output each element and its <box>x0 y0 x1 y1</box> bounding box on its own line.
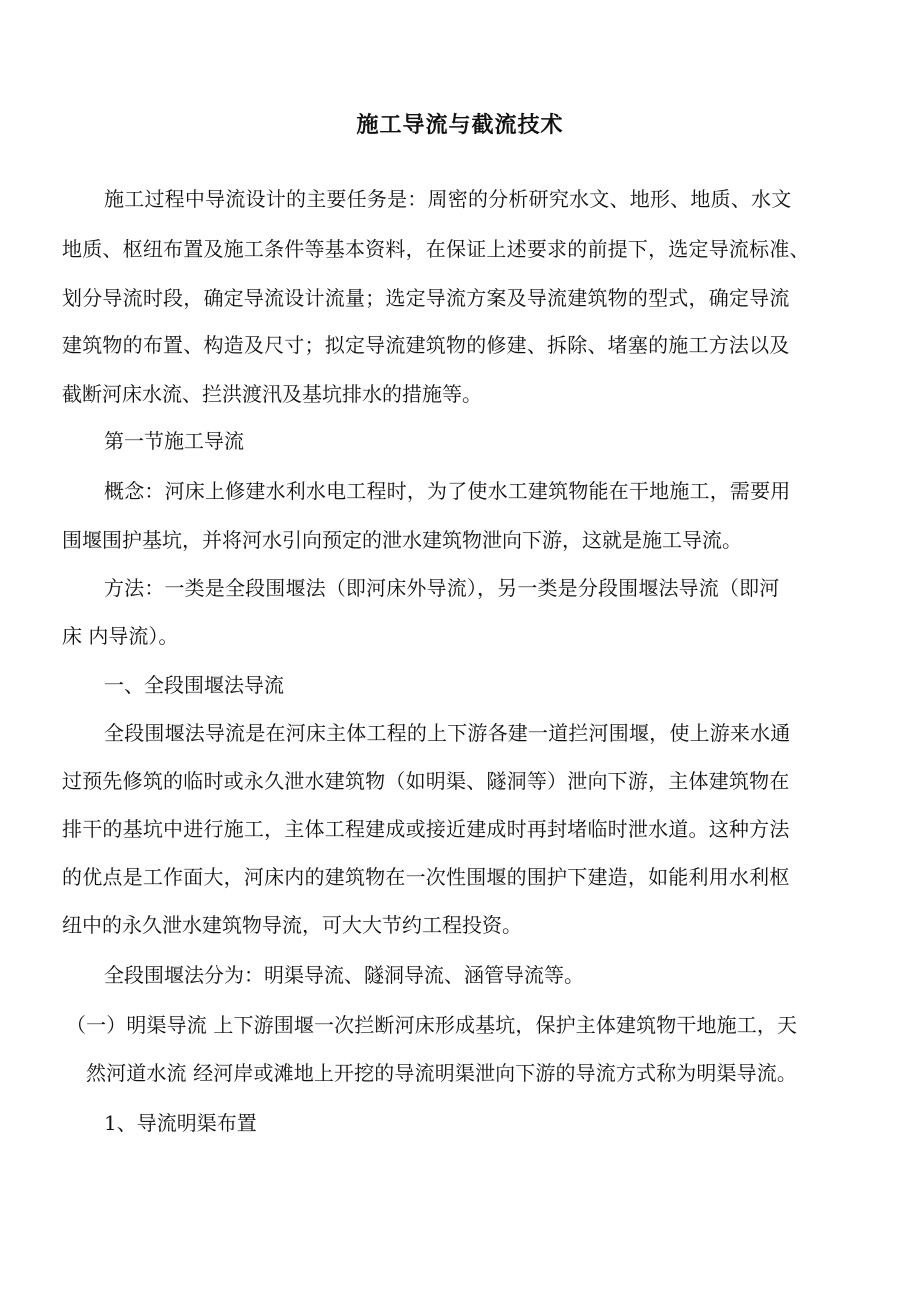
paragraph-line: 床 内导流）。 <box>62 624 179 648</box>
paragraph-line: 截断河床水流、拦洪渡汛及基坑排水的措施等。 <box>62 382 482 406</box>
document-title: 施工导流与截流技术 <box>356 112 564 138</box>
item-heading: 1、导流明渠布置 <box>104 1111 257 1135</box>
paragraph-line: 全段围堰法分为：明渠导流、隧洞导流、涵管导流等。 <box>104 963 584 987</box>
paragraph-line: 排干的基坑中进行施工，主体工程建成或接近建成时再封堵临时泄水道。这种方法 <box>62 817 790 841</box>
paragraph-line: 划分导流时段，确定导流设计流量；选定导流方案及导流建筑物的型式，确定导流 <box>62 286 790 310</box>
paragraph-line: 过预先修筑的临时或永久泄水建筑物（如明渠、隧洞等）泄向下游，主体建筑物在 <box>62 769 790 793</box>
paragraph-line: 然河道水流 经河岸或滩地上开挖的导流明渠泄向下游的导流方式称为明渠导流。 <box>86 1061 798 1085</box>
paragraph-line: 建筑物的布置、构造及尺寸；拟定导流建筑物的修建、拆除、堵塞的施工方法以及 <box>62 333 790 357</box>
paragraph-line: 的优点是工作面大，河床内的建筑物在一次性围堰的围护下建造，如能利用水利枢 <box>62 865 790 889</box>
section-heading: 第一节施工导流 <box>104 429 244 453</box>
paragraph-line: 施工过程中导流设计的主要任务是：周密的分析研究水文、地形、地质、水文 <box>104 187 792 211</box>
subheading: 一、全段围堰法导流 <box>104 673 284 697</box>
paragraph-line: 地质、枢纽布置及施工条件等基本资料，在保证上述要求的前提下，选定导流标准、 <box>62 237 810 261</box>
paragraph-line: 纽中的永久泄水建筑物导流，可大大节约工程投资。 <box>62 913 522 937</box>
paragraph-line: （一）明渠导流 上下游围堰一次拦断河床形成基坑，保护主体建筑物干地施工，天 <box>66 1013 798 1037</box>
paragraph-line: 全段围堰法导流是在河床主体工程的上下游各建一道拦河围堰，使上游来水通 <box>104 721 791 745</box>
paragraph-line: 方法：一类是全段围堰法（即河床外导流），另一类是分段围堰法导流（即河 <box>104 576 780 600</box>
paragraph-line: 围堰围护基坑，并将河水引向预定的泄水建筑物泄向下游，这就是施工导流。 <box>62 528 742 552</box>
paragraph-line: 概念：河床上修建水利水电工程时，为了使水工建筑物能在干地施工，需要用 <box>104 479 791 503</box>
